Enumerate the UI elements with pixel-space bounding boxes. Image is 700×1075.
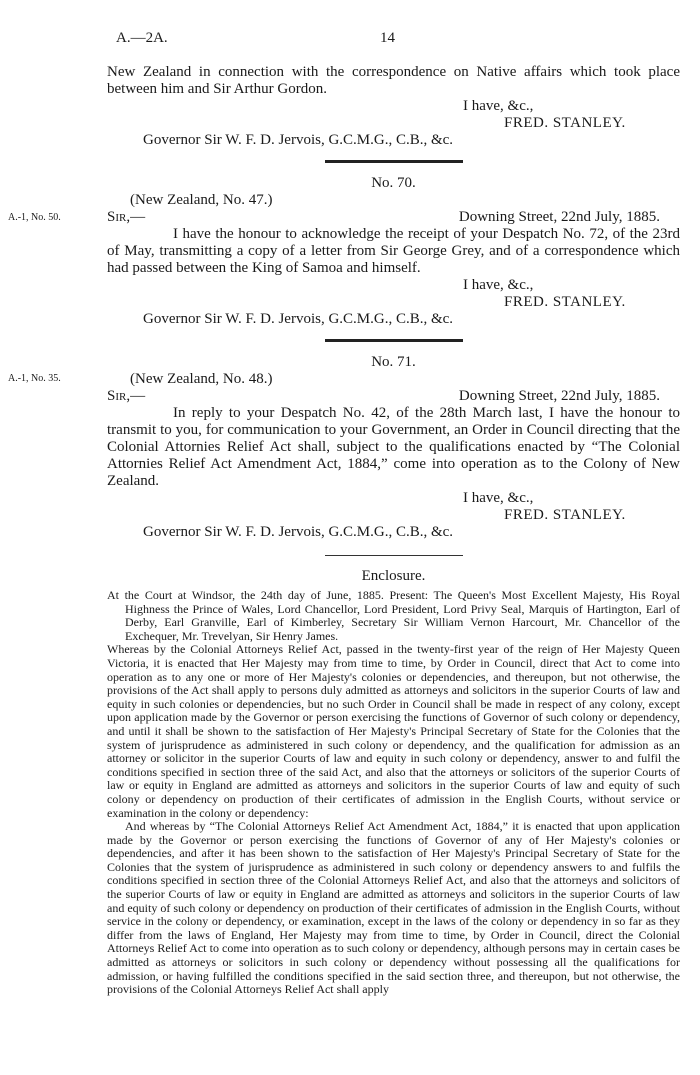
page-number: 14 bbox=[380, 30, 395, 46]
continuation-paragraph: New Zealand in connection with the correspondence on Native affairs which took place between him and Sir Arthur Gordon. bbox=[107, 64, 680, 97]
signature-69: FRED. STANLEY. bbox=[504, 115, 626, 131]
margin-reference-70: A.-1, No. 50. bbox=[8, 212, 61, 223]
document-code: A.—2A. bbox=[116, 30, 168, 46]
court-present-paragraph: At the Court at Windsor, the 24th day of June, 1885. Present: The Queen's Most Excellent Majesty, His Royal Highness the Prince of Wales, Lord Chancellor, Lord President, Lord Privy Seal, Marquis of Hartington, Earl of Derby, Earl Granville, Earl of Kimberley, Secretary Sir William Vernon Harcourt, Mr. Chancellor of the Exchequer, Mr. Trevelyan, Sir Henry James. bbox=[107, 588, 680, 643]
closing-69: I have, &c., bbox=[463, 98, 534, 114]
letter-body-70: I have the honour to acknowledge the receipt of your Despatch No. 72, of the 23rd of May, transmitting a copy of a letter from Sir George Grey, and of a correspondence which had passed between the King of Samoa and himself. bbox=[107, 226, 680, 276]
letter-body-71: In reply to your Despatch No. 42, of the 28th March last, I have the honour to transmit to you, for communication to your Government, an Order in Council directing that the Colonial Attornies Relief Act shall, subject to the qualifications enacted by “The Colonial Attornies Relief Act Amendment Act, 1884,” come into operation as to the Colony of New Zealand. bbox=[107, 405, 680, 489]
signature-70: FRED. STANLEY. bbox=[504, 294, 626, 310]
enclosure-title: Enclosure. bbox=[361, 568, 426, 584]
whereas-paragraph-1: Whereas by the Colonial Attorneys Relief Act, passed in the twenty-first year of the reign of Her Majesty Queen Victoria, it is enacted that Her Majesty may from time to time, by Order in Council, direct that Act to come into operation as to any one or more of Her Majesty's colonies or dependencies, and thereupon, but not otherwise, the provisions of the Act shall apply to persons duly admitted as attorneys and solicitors in the superior Courts of law and equity in such colonies or dependencies, but no such Order in Council shall be made in respect of any colony, except upon application made by the Governor or person exercising the functions of Governor of such colony or dependency, and until it shall be shown to the satisfaction of Her Majesty's Principal Secretary of State for the Colonies that the system of jurisprudence as administered in such colony or dependency, and the qualification for admission as an attorney or solicitor in the superior Courts of law and equity in such colony or dependency, answer to and fulfil the conditions specified in section three of the said Act, and also that the attorneys or solicitors of the superior Courts of law or equity in England are admitted as attorneys and solicitors in the superior Courts of law and equity of such colony or dependency on production of their certificates of admission in the English Courts, without service or examination in the colony or dependency: bbox=[107, 642, 680, 820]
addressee-69: Governor Sir W. F. D. Jervois, G.C.M.G., C.B., &c. bbox=[143, 132, 454, 148]
addressee-70: Governor Sir W. F. D. Jervois, G.C.M.G., C.B., &c. bbox=[143, 311, 454, 327]
margin-reference-71: A.-1, No. 35. bbox=[8, 373, 61, 384]
letter-number-71: No. 71. bbox=[371, 354, 416, 370]
letter-number-70: No. 70. bbox=[371, 175, 416, 191]
addressee-71: Governor Sir W. F. D. Jervois, G.C.M.G., C.B., &c. bbox=[143, 524, 454, 540]
salutation-line-71 bbox=[107, 388, 680, 405]
enclosure-divider bbox=[325, 555, 463, 556]
section-divider bbox=[325, 160, 463, 163]
salutation-71: Sir,— bbox=[107, 388, 146, 404]
page-body bbox=[107, 64, 680, 997]
place-date-70: Downing Street, 22nd July, 1885. bbox=[458, 209, 660, 225]
section-divider bbox=[325, 339, 463, 342]
place-date-71: Downing Street, 22nd July, 1885. bbox=[458, 388, 660, 404]
closing-70: I have, &c., bbox=[463, 277, 534, 293]
salutation-70: Sir,— bbox=[107, 209, 146, 225]
letter-ref-70: (New Zealand, No. 47.) bbox=[130, 192, 273, 208]
page-header bbox=[0, 30, 700, 50]
letter-ref-71: (New Zealand, No. 48.) bbox=[130, 371, 273, 387]
signature-71: FRED. STANLEY. bbox=[504, 507, 626, 523]
closing-71: I have, &c., bbox=[463, 490, 534, 506]
whereas-paragraph-2: And whereas by “The Colonial Attorneys Relief Act Amendment Act, 1884,” it is enacted that upon application made by the Governor or person exercising the functions of Governor of any of Her Majesty's colonies or dependencies, and after it has been shown to the satisfaction of Her Majesty's Principal Secretary of State for the Colonies that the system of jurisprudence as administered in such colony or dependency answers to and fulfils the conditions specified in section three of the Colonial Attorneys Relief Act, and also that the attorneys and solicitors of the superior Courts of law or equity in England are admitted as attorneys and solicitors in the superior Courts of law and equity of such colony or dependency on production of their certificates of admission in the English Courts, without service in the colony or dependency, or examination, except in the laws of the colony or dependency in so far as they differ from the laws of England, Her Majesty may from time to time, by Order in Council, direct the Colonial Attorneys Relief Act to come into operation as to such colony or dependency, although persons may in certain cases be admitted as attorneys or solicitors in such colony or dependency without possessing all the qualifications for admission, or having fulfilled the conditions specified in the said section three, and thereupon, but not otherwise, the provisions of the Colonial Attorneys Relief Act shall apply bbox=[107, 819, 680, 997]
salutation-line-70 bbox=[107, 209, 680, 226]
